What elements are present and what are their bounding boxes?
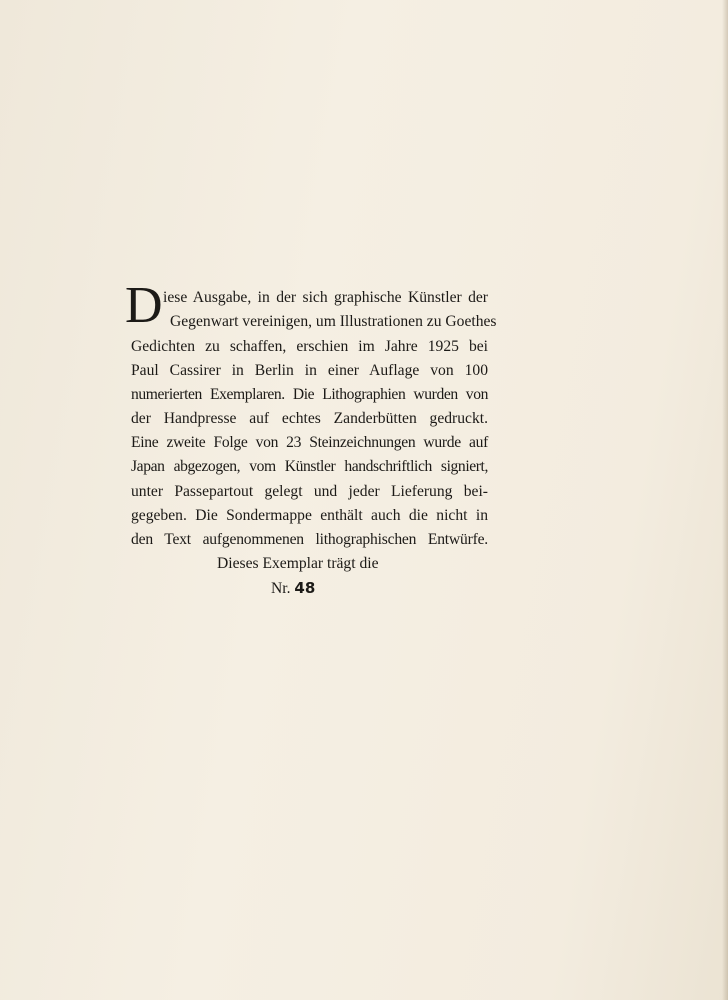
- colophon-line: Japan abgezogen, vom Künstler handschriftlich signiert,: [131, 458, 488, 475]
- colophon-line: gegeben. Die Sondermappe enthält auch die nicht in: [131, 507, 488, 524]
- number-value: 48: [294, 579, 316, 597]
- colophon-line: numerierten Exemplaren. Die Lithographien wurden von: [131, 386, 488, 403]
- copy-statement: Dieses Exemplar trägt die: [217, 555, 379, 572]
- colophon-line: Eine zweite Folge von 23 Steinzeichnungen wurde auf: [131, 434, 488, 451]
- colophon-line: Paul Cassirer in Berlin in einer Auflage von 100: [131, 362, 488, 379]
- colophon-line: Gedichten zu schaffen, erschien im Jahre 1925 bei: [131, 338, 488, 355]
- drop-cap: D: [125, 277, 163, 334]
- copy-number: [271, 578, 315, 599]
- page-edge-shadow: [722, 0, 728, 1000]
- number-prefix: Nr.: [271, 580, 291, 597]
- colophon-line: den Text aufgenommenen lithographischen Entwürfe.: [131, 531, 488, 548]
- colophon-line: iese Ausgabe, in der sich graphische Künstler der: [163, 289, 488, 306]
- colophon-line: Gegenwart vereinigen, um Illustrationen zu Goethes: [170, 313, 497, 330]
- colophon-line: der Handpresse auf echtes Zanderbütten gedruckt.: [131, 410, 488, 427]
- colophon-line: unter Passepartout gelegt und jeder Lieferung bei-: [131, 483, 488, 500]
